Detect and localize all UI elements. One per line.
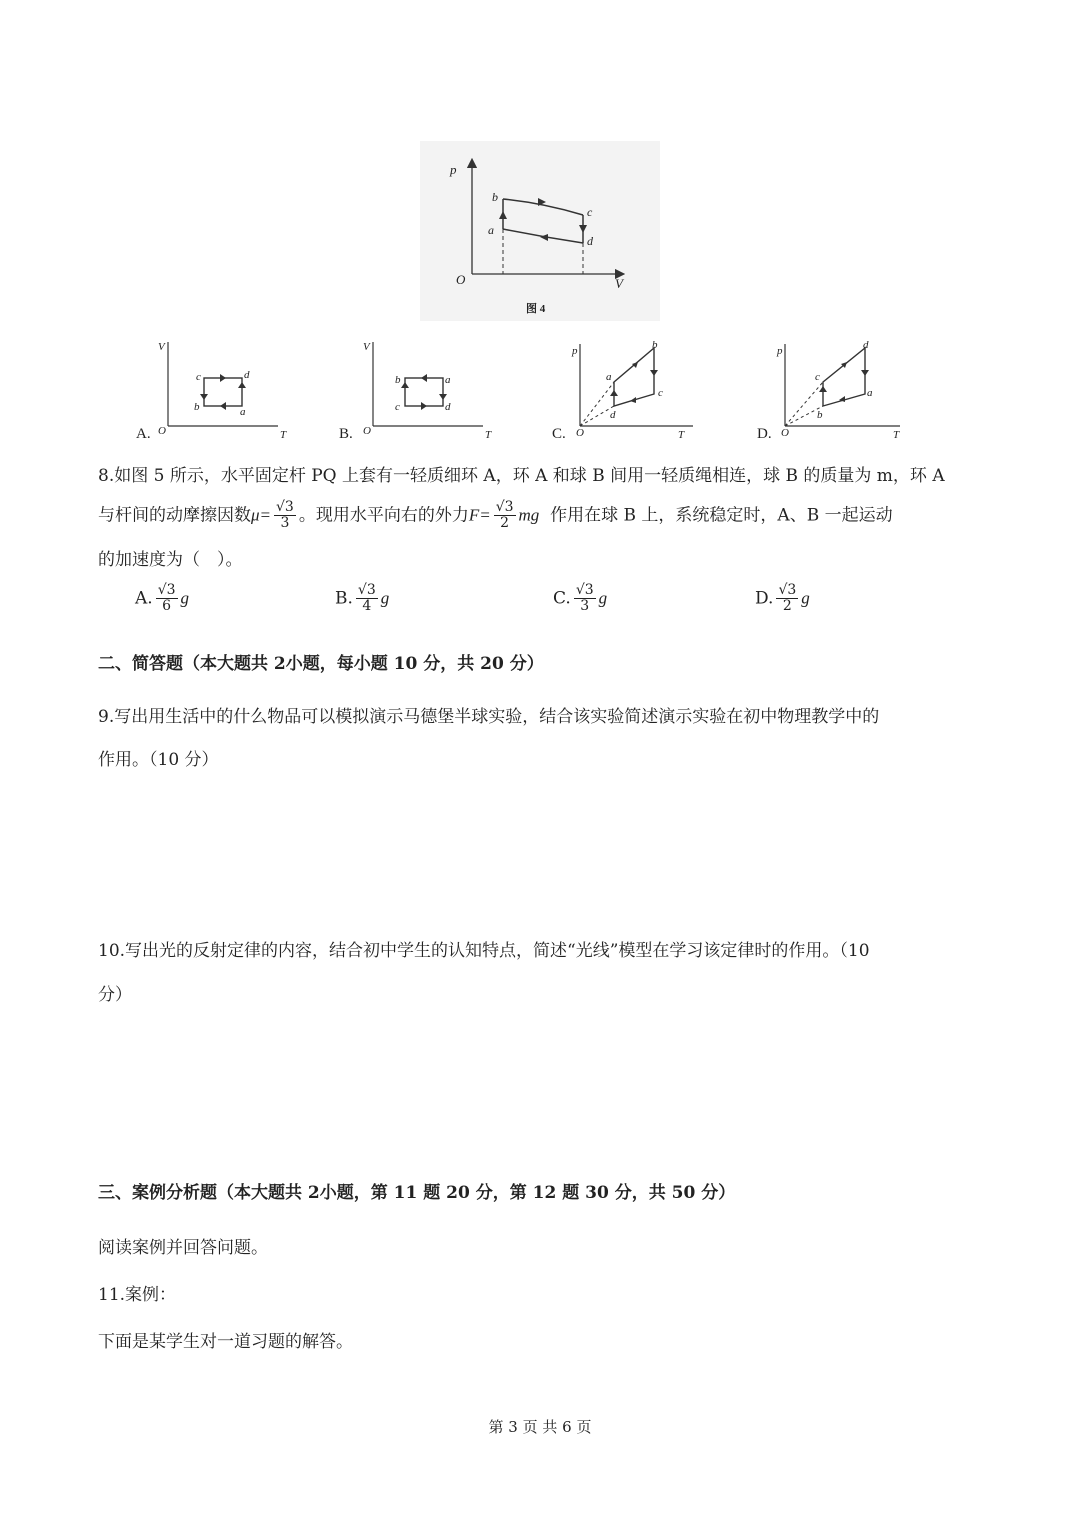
option-d-pt-diagram [755, 336, 915, 446]
option-c-point-c: c [658, 387, 663, 399]
option-a-point-c: c [196, 371, 201, 383]
fig4-caption: 图 4 [526, 303, 546, 315]
option-a-point-d: d [244, 369, 250, 381]
fig4-point-a: a [488, 223, 494, 237]
q8-F: F= [468, 505, 491, 525]
q8-line-2a: 与杆间的动摩擦因数 [98, 505, 251, 526]
fig4-origin: O [456, 272, 466, 287]
q8-line-2b: 。现用水平向右的外力 [298, 505, 469, 526]
option-d-label: D. [757, 426, 772, 442]
option-a-point-a: a [240, 406, 246, 418]
option-b-origin: O [363, 425, 371, 437]
option-a-axis-x: T [280, 429, 287, 441]
section-2-heading: 二、简答题（本大题共 2小题，每小题 10 分，共 20 分） [98, 654, 544, 674]
q11-label: 11.案例： [98, 1285, 177, 1305]
q9-line-1: 9.写出用生活中的什么物品可以模拟演示马德堡半球实验，结合该实验简述演示实验在初中物理教学中的 [98, 707, 880, 727]
option-d-point-a: a [867, 387, 873, 399]
q8-F-fraction: $\frac{√3}{2}$ [495, 499, 514, 532]
option-b-vt-diagram [335, 336, 495, 446]
fig4-point-c: c [587, 205, 593, 219]
option-b-point-b: b [395, 374, 401, 386]
q7-option-d[interactable] [755, 336, 915, 446]
q10-line-1: 10.写出光的反射定律的内容，结合初中学生的认知特点，简述“光线”模型在学习该定律时的作用。（10 [98, 941, 870, 961]
option-d-point-d: d [863, 339, 869, 351]
page-footer: 第 3 页 共 6 页 [488, 1418, 592, 1436]
q11-text: 下面是某学生对一道习题的解答。 [98, 1332, 353, 1352]
option-b-axis-y: V [363, 341, 370, 353]
figure-4 [420, 141, 660, 321]
option-a-vt-diagram [130, 336, 290, 446]
option-b-point-d: d [445, 401, 451, 413]
option-c-axis-x: T [678, 429, 685, 441]
q10-line-2: 分） [98, 985, 132, 1005]
q7-option-b[interactable] [335, 336, 495, 446]
q8-line-3: 的加速度为（ ）。 [98, 550, 243, 570]
option-d-axis-y: p [777, 345, 783, 357]
q8-option-d[interactable]: D. $\frac{√3}{2}$ g [755, 582, 810, 615]
option-b-point-c: c [395, 401, 400, 413]
option-c-point-b: b [652, 339, 658, 351]
option-c-origin: O [576, 427, 584, 439]
q8-mu: μ= [251, 505, 272, 525]
q8-mu-fraction: $\frac{√3}{3}$ [276, 499, 294, 532]
section-3-intro: 阅读案例并回答问题。 [98, 1238, 268, 1258]
q8-option-a[interactable]: A. $\frac{√3}{6}$ g [135, 582, 190, 615]
option-d-origin: O [781, 427, 789, 439]
fig4-axis-y: p [450, 162, 457, 177]
option-d-point-b: b [817, 409, 823, 421]
figure-4-pv-diagram [420, 141, 660, 321]
fig4-point-d: d [587, 234, 593, 248]
option-a-origin: O [158, 425, 166, 437]
option-b-point-a: a [445, 374, 451, 386]
q8-line-2c: 作用在球 B 上，系统稳定时，A、B 一起运动 [550, 505, 893, 526]
q8-F-tail: mg [518, 505, 540, 525]
option-c-pt-diagram [548, 336, 708, 446]
option-a-point-b: b [194, 401, 200, 413]
option-a-label: A. [136, 426, 151, 442]
q8-option-b[interactable]: B. $\frac{√3}{4}$ g [335, 582, 390, 615]
option-b-label: B. [339, 426, 353, 442]
option-c-label: C. [552, 426, 566, 442]
q9-line-2: 作用。（10 分） [98, 750, 219, 770]
option-a-axis-y: V [158, 341, 165, 353]
q8-line-1: 8.如图 5 所示，水平固定杆 PQ 上套有一轻质细环 A，环 A 和球 B 间用一轻质绳相连，球 B 的质量为 m，环 A [98, 466, 945, 486]
option-b-axis-x: T [485, 429, 492, 441]
fig4-axis-x: V [615, 276, 623, 291]
section-3-heading: 三、案例分析题（本大题共 2小题，第 11 题 20 分，第 12 题 30 分，共 50 分） [98, 1183, 736, 1203]
option-d-point-c: c [815, 371, 820, 383]
option-c-point-a: a [606, 371, 612, 383]
option-d-axis-x: T [893, 429, 900, 441]
q7-option-a[interactable] [130, 336, 290, 446]
q8-option-c[interactable]: C. $\frac{√3}{3}$ g [553, 582, 608, 615]
option-c-point-d: d [610, 409, 616, 421]
q7-option-c[interactable] [548, 336, 708, 446]
option-c-axis-y: p [572, 345, 578, 357]
q8-line-2 [98, 500, 893, 532]
fig4-point-b: b [492, 190, 498, 204]
